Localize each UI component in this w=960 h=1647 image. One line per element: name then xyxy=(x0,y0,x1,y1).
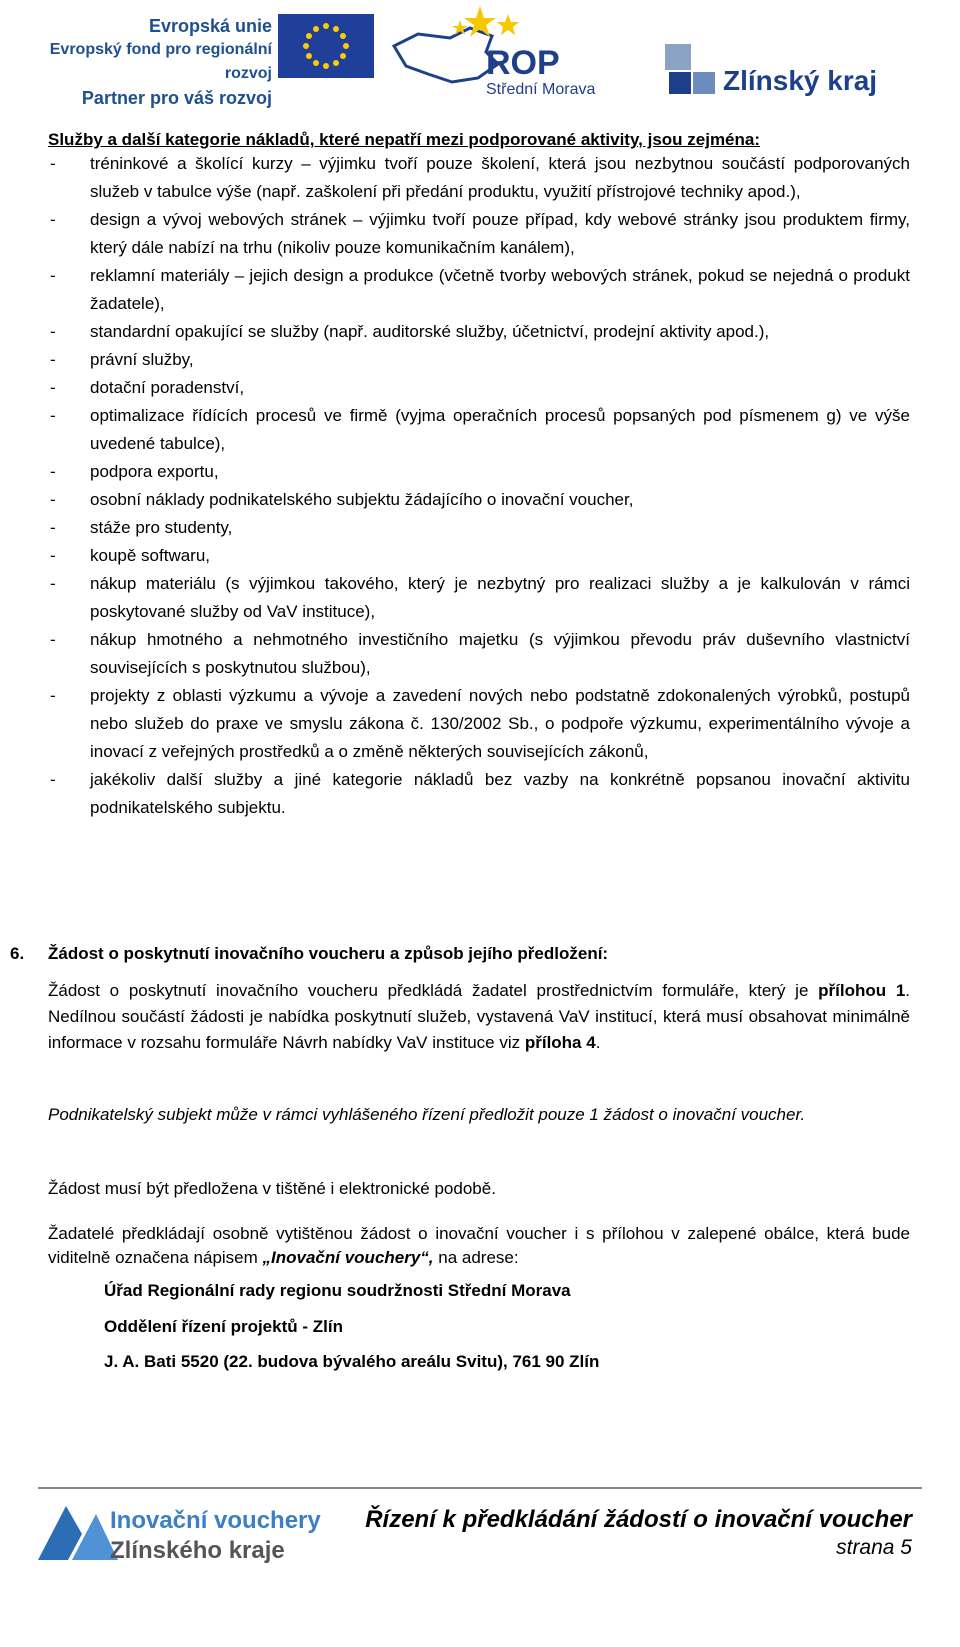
list-dash: - xyxy=(50,210,56,229)
p4-text-a: Žadatelé předkládají osobně vytištěnou žádost o inovační voucher i s přílohou v zalepené obálce, která bude viditelně označena nápisem xyxy=(48,1224,910,1267)
eu-logo-text xyxy=(10,14,272,110)
list-item-text xyxy=(90,262,910,318)
list-item xyxy=(50,402,910,458)
list-item-text-part: tréninkové a školící kurzy – výjimku tvoří pouze školení, která jsou nezbytnou součástí podporovaných služeb v tabulce výše (např. zaškolení při předání produktu, využití xyxy=(90,154,910,201)
list-item-text xyxy=(90,542,910,570)
list-item-text-part: nákup materiálu (s výjimkou takového, který je nezbytný pro realizaci služby a je kalkulován xyxy=(90,574,841,593)
list-item xyxy=(50,374,910,402)
list-item-text-part: optimalizace řídících procesů ve firmě (vyjma operačních procesů popsaných pod písmenem xyxy=(90,406,819,425)
list-dash: - xyxy=(50,546,56,565)
list-dash: - xyxy=(50,490,56,509)
list-item-text xyxy=(90,682,910,766)
list-item-text xyxy=(90,346,910,374)
list-item-text xyxy=(90,206,910,262)
address-line2: Oddělení řízení projektů - Zlín xyxy=(104,1317,343,1336)
list-item-text-part: projekty z oblasti výzkumu a vývoje a zavedení nových nebo podstatně zdokonalených výrobků, postupů nebo služeb do praxe ve smyslu zákona č. 130/2002 Sb., o podpoře výzkumu, experimentálního vývoje a inovací z veřejných prostředků a o změně některých xyxy=(90,686,910,761)
excluded-heading: Služby a další kategorie nákladů, které nepatří mezi podporované aktivity, jsou zejména: xyxy=(48,130,761,149)
zlinsky-kraj-logo xyxy=(665,38,950,98)
address-line1: Úřad Regionální rady regionu soudržnosti Střední Morava xyxy=(104,1281,571,1300)
paragraph-form: Žádost musí být předložena v tištěné i elektronické podobě. xyxy=(48,1179,496,1198)
page-number: strana 5 xyxy=(836,1536,912,1559)
paragraph-limit: Podnikatelský subjekt může v rámci vyhlášeného řízení předložit pouze 1 žádost o inovační voucher. xyxy=(48,1105,806,1124)
list-item xyxy=(50,150,910,206)
list-dash: - xyxy=(50,770,56,789)
list-item xyxy=(50,346,910,374)
list-item-text-part: přístrojové techniky apod.), xyxy=(596,182,801,201)
list-item xyxy=(50,626,910,682)
list-item-text xyxy=(90,570,910,626)
eu-flag-icon xyxy=(278,14,374,78)
footer-title: Řízení k předkládání žádostí o inovační voucher xyxy=(365,1506,912,1533)
list-item-text-part: reklamní materiály – jejich design a produkce (včetně tvorby webových stránek, pokud se xyxy=(90,266,768,285)
list-item-text xyxy=(90,374,910,402)
eu-line1: Evropská unie xyxy=(148,16,272,36)
paragraph-application xyxy=(48,978,910,1056)
list-item-text-part: souvisejících zákonů, xyxy=(486,742,649,761)
list-dash: - xyxy=(50,406,56,425)
list-dash: - xyxy=(50,574,56,593)
list-item-text-part: nejedná o produkt žadatele), xyxy=(90,266,910,313)
eu-line2: Evropský fond pro regionální rozvoj xyxy=(49,41,272,82)
list-item-text-part: koupě softwaru, xyxy=(90,546,211,565)
list-item-text xyxy=(90,626,910,682)
list-item-text-part: produktem firmy, který dále nabízí na trhu (nikoliv pouze komunikačním kanálem), xyxy=(90,210,910,257)
list-item-text-part: v rámci poskytované služby od VaV instituce), xyxy=(90,574,910,621)
list-item xyxy=(50,542,910,570)
list-dash: - xyxy=(50,350,56,369)
zlinsky-kraj-text: Zlínský kraj xyxy=(723,65,878,96)
list-dash: - xyxy=(50,630,56,649)
list-item xyxy=(50,318,910,346)
list-item-text-part: vlastnictví souvisejících s poskytnutou službou), xyxy=(90,630,910,677)
footer-divider xyxy=(38,1487,922,1489)
rop-logo xyxy=(388,0,628,100)
list-dash: - xyxy=(50,462,56,481)
p1-text-a: Žádost o poskytnutí inovačního voucheru předkládá žadatel prostřednictvím formuláře, který je xyxy=(48,981,819,1000)
list-item-text-part: právní služby, xyxy=(90,350,194,369)
list-dash: - xyxy=(50,518,56,537)
list-dash: - xyxy=(50,378,56,397)
list-item xyxy=(50,682,910,766)
list-item-text xyxy=(90,150,910,206)
rop-main-text: ROP xyxy=(486,44,560,82)
list-item-text xyxy=(90,486,910,514)
logo-line2: Zlínského kraje xyxy=(110,1537,285,1564)
list-item-text xyxy=(90,458,910,486)
list-dash: - xyxy=(50,266,56,285)
address-line3: J. A. Bati 5520 (22. budova bývalého areálu Svitu), 761 90 Zlín xyxy=(104,1352,600,1371)
eu-line3: Partner pro váš rozvoj xyxy=(81,88,272,108)
p1-bold-attachment4: příloha 4 xyxy=(524,1033,596,1052)
rop-sub-text: Střední Morava xyxy=(486,81,596,98)
p1-text-e: . xyxy=(595,1033,601,1052)
list-item xyxy=(50,206,910,262)
list-item-text-part: g) ve výše uvedené tabulce), xyxy=(90,406,910,453)
inovacni-vouchery-logo xyxy=(38,1500,338,1564)
section-title: Žádost o poskytnutí inovačního voucheru a způsob jejího předložení: xyxy=(48,944,609,963)
p4-envelope-label: „Inovační vouchery“, xyxy=(262,1248,434,1267)
list-item-text-part: dotační poradenství, xyxy=(90,378,245,397)
list-item-text-part: design a vývoj webových stránek – výjimku tvoří pouze případ, kdy webové stránky jsou xyxy=(90,210,776,229)
list-item xyxy=(50,570,910,626)
list-item xyxy=(50,458,910,486)
list-item-text-part: jakékoliv další služby a jiné kategorie nákladů bez vazby na konkrétně popsanou inovační xyxy=(90,770,846,789)
p4-text-c: na adrese: xyxy=(433,1248,519,1267)
p1-bold-attachment1: přílohou 1 xyxy=(818,981,906,1000)
list-item-text-part: aktivitu podnikatelského subjektu. xyxy=(90,770,910,817)
list-item-text-part: standardní opakující se služby (např. auditorské služby, účetnictví, prodejní aktivity apod.), xyxy=(90,322,770,341)
list-item-text-part: nákup hmotného a nehmotného investičního majetku (s výjimkou převodu práv duševního xyxy=(90,630,825,649)
list-dash: - xyxy=(50,686,56,705)
section-number: 6. xyxy=(10,944,25,963)
list-dash: - xyxy=(50,154,56,173)
list-item-text-part: osobní náklady podnikatelského subjektu žádajícího o inovační voucher, xyxy=(90,490,634,509)
list-item-text xyxy=(90,318,910,346)
paragraph-delivery xyxy=(48,1222,910,1270)
list-item-text-part: podpora exportu, xyxy=(90,462,219,481)
list-item-text xyxy=(90,514,910,542)
list-item-text xyxy=(90,402,910,458)
excluded-list xyxy=(50,150,910,822)
list-item xyxy=(50,262,910,318)
list-item-text xyxy=(90,766,910,822)
list-item xyxy=(50,514,910,542)
list-item-text-part: stáže pro studenty, xyxy=(90,518,233,537)
list-dash: - xyxy=(50,322,56,341)
logo-line1: Inovační vouchery xyxy=(110,1507,321,1534)
list-item xyxy=(50,766,910,822)
p1-text-c: . Nedílnou součástí žádosti je nabídka poskytnutí služeb, vystavená VaV institucí, která musí obsahovat minimálně informace v rozsahu formuláře Návrh nabídky VaV instituce viz xyxy=(48,981,911,1052)
list-item xyxy=(50,486,910,514)
